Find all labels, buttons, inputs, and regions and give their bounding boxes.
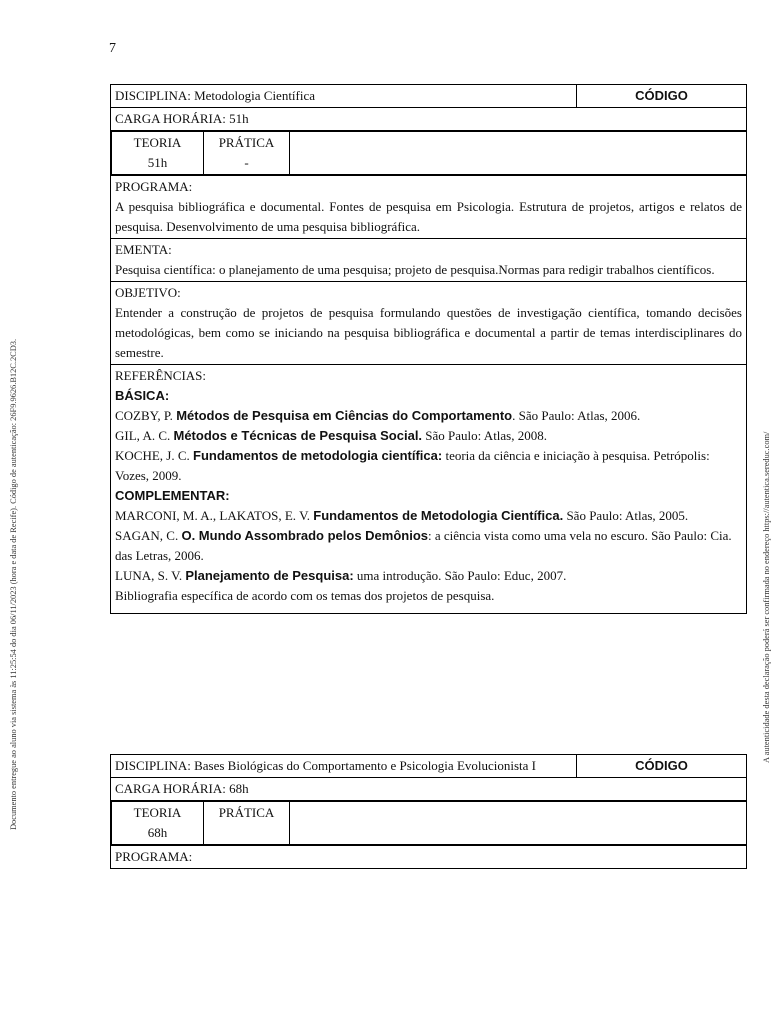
teoria-value: 51h (147, 155, 168, 170)
pratica-cell (204, 132, 290, 175)
pratica-cell (204, 802, 290, 845)
reference-item: KOCHE, J. C. Fundamentos de metodologia científica: teoria da ciência e iniciação à pesquisa. Petrópolis: Vozes, 2009. (115, 448, 710, 483)
programa-text: A pesquisa bibliográfica e documental. Fontes de pesquisa em Psicologia. Estrutura de projetos, artigos e relatos de pesquisa. Desenvolvimento de uma pesquisa bibliográfica. (115, 199, 742, 234)
syllabus-table-1 (110, 84, 747, 614)
ementa-text: Pesquisa científica: o planejamento de uma pesquisa; projeto de pesquisa.Normas para redigir trabalhos científicos. (115, 262, 715, 277)
teoria-label: TEORIA (133, 805, 182, 820)
reference-item: MARCONI, M. A., LAKATOS, E. V. Fundamentos de Metodologia Científica. São Paulo: Atlas, 2005. (115, 508, 689, 523)
carga-horaria: CARGA HORÁRIA: 68h (111, 778, 747, 801)
blank-cell (290, 802, 747, 845)
disciplina-cell: DISCIPLINA: Bases Biológicas do Comportamento e Psicologia Evolucionista I (111, 755, 577, 778)
ementa-section (111, 239, 747, 282)
complementar-label: COMPLEMENTAR: (115, 488, 230, 503)
referencias-section (111, 365, 747, 614)
pratica-value: - (244, 155, 249, 170)
reference-item: COZBY, P. Métodos de Pesquisa em Ciências do Comportamento. São Paulo: Atlas, 2006. (115, 408, 641, 423)
teoria-value: 68h (147, 825, 168, 840)
teoria-cell (112, 802, 204, 845)
side-authentication-note: Documento entregue ao aluno via sistema às 11:25:54 do dia 06/11/2023 (hora e data de Recife). Código de autenticação: 26F9.9626.B12C.2CD3. (9, 338, 18, 830)
teoria-pratica-row (111, 801, 747, 846)
pratica-label: PRÁTICA (218, 135, 275, 150)
objetivo-section (111, 282, 747, 365)
bibliografia-note: Bibliografia específica de acordo com os temas dos projetos de pesquisa. (115, 588, 495, 603)
codigo-cell: CÓDIGO (577, 755, 747, 778)
programa-label: PROGRAMA: (115, 179, 193, 194)
teoria-label: TEORIA (133, 135, 182, 150)
reference-item: GIL, A. C. Métodos e Técnicas de Pesquisa Social. São Paulo: Atlas, 2008. (115, 428, 547, 443)
objetivo-text: Entender a construção de projetos de pesquisa formulando questões de investigação científica, tomando decisões metodológicas, bem como se iniciando na pesquisa bibliográfica e documental a partir de temas interdisciplinares do semestre. (115, 305, 742, 360)
carga-horaria: CARGA HORÁRIA: 51h (111, 108, 747, 131)
page-number: 7 (109, 41, 116, 56)
disciplina-cell: DISCIPLINA: Metodologia Científica (111, 85, 577, 108)
programa-label: PROGRAMA: (111, 846, 747, 869)
teoria-cell (112, 132, 204, 175)
codigo-cell: CÓDIGO (577, 85, 747, 108)
side-verification-note: A autenticidade desta declaração poderá ser confirmada no endereço https://autentica.sereduc.com/ (762, 431, 771, 763)
ementa-label: EMENTA: (115, 242, 172, 257)
reference-item: LUNA, S. V. Planejamento de Pesquisa: uma introdução. São Paulo: Educ, 2007. (115, 568, 567, 583)
syllabus-table-2 (110, 754, 747, 869)
reference-item: SAGAN, C. O. Mundo Assombrado pelos Demônios: a ciência vista como uma vela no escuro. São Paulo: Cia. das Letras, 2006. (115, 528, 732, 563)
objetivo-label: OBJETIVO: (115, 285, 181, 300)
teoria-pratica-row (111, 131, 747, 176)
blank-cell (290, 132, 747, 175)
pratica-label: PRÁTICA (218, 805, 275, 820)
referencias-label: REFERÊNCIAS: (115, 368, 207, 383)
basica-label: BÁSICA: (115, 388, 170, 403)
programa-section (111, 176, 747, 239)
